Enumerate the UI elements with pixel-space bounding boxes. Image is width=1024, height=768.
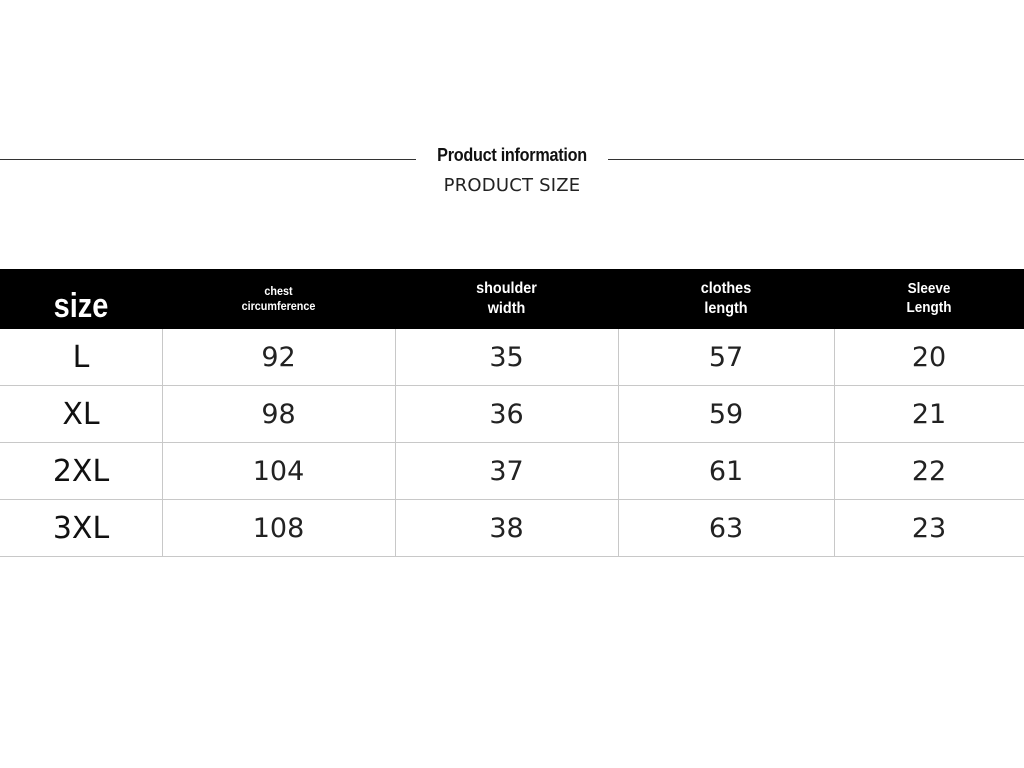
cell-size: L bbox=[72, 339, 90, 375]
header-clothes bbox=[629, 269, 823, 329]
cell-size: XL bbox=[62, 396, 100, 432]
cell-clothes: 63 bbox=[708, 512, 744, 544]
title-rule-left bbox=[0, 159, 416, 160]
cell-sleeve: 23 bbox=[911, 512, 947, 544]
title-rule-right bbox=[608, 159, 1024, 160]
header-clothes-line1: clothes bbox=[700, 280, 752, 297]
cell-chest: 104 bbox=[252, 455, 305, 487]
header-sleeve-line2: Length bbox=[906, 299, 952, 316]
header-shoulder-line1: shoulder bbox=[476, 280, 537, 297]
cell-chest: 92 bbox=[261, 341, 296, 373]
cell-shoulder: 36 bbox=[489, 398, 524, 430]
cell-clothes: 61 bbox=[708, 455, 744, 487]
cell-sleeve: 21 bbox=[911, 398, 947, 430]
cell-shoulder: 37 bbox=[489, 455, 524, 487]
header-shoulder-line2: width bbox=[487, 300, 526, 317]
header-clothes-line2: length bbox=[704, 300, 748, 317]
cell-shoulder: 35 bbox=[489, 341, 524, 373]
cell-clothes: 59 bbox=[708, 398, 744, 430]
cell-clothes: 57 bbox=[708, 341, 744, 373]
cell-chest: 98 bbox=[261, 398, 296, 430]
table-row bbox=[0, 329, 1024, 386]
header-size bbox=[12, 269, 150, 327]
cell-chest: 108 bbox=[252, 512, 305, 544]
title-block bbox=[0, 140, 1024, 210]
table-header-row bbox=[0, 269, 1024, 329]
title-main: Product information bbox=[437, 145, 587, 165]
header-sleeve bbox=[844, 269, 1015, 329]
table-row bbox=[0, 500, 1024, 557]
cell-shoulder: 38 bbox=[489, 512, 524, 544]
table-row bbox=[0, 386, 1024, 443]
header-chest-line2: circumference bbox=[241, 299, 316, 313]
header-chest bbox=[174, 269, 384, 329]
cell-size: 3XL bbox=[52, 510, 110, 546]
cell-size: 2XL bbox=[52, 453, 110, 489]
header-sleeve-line1: Sleeve bbox=[907, 280, 951, 298]
cell-sleeve: 22 bbox=[911, 455, 947, 487]
header-chest-line1: chest bbox=[264, 284, 293, 298]
size-table bbox=[0, 269, 1024, 557]
title-sub: PRODUCT SIZE bbox=[443, 175, 581, 196]
cell-sleeve: 20 bbox=[911, 341, 947, 373]
header-size-label: size bbox=[53, 286, 109, 325]
table-row bbox=[0, 443, 1024, 500]
header-shoulder bbox=[406, 269, 607, 329]
